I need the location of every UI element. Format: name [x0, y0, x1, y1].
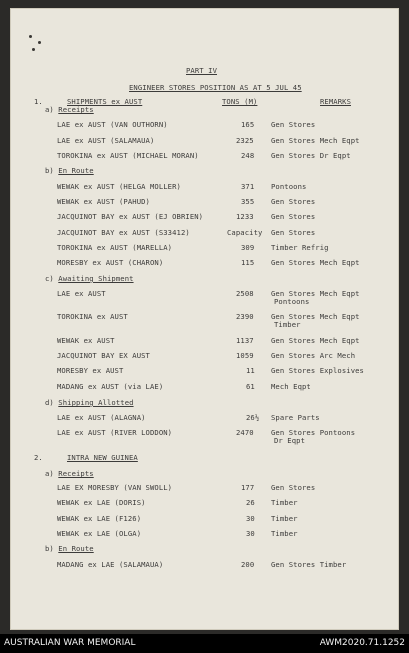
document-title: ENGINEER STORES POSITION AS AT 5 JUL 45 [129, 83, 302, 92]
row-desc: LAE ex AUST [57, 289, 106, 298]
row-remarks: Gen Stores Pontoons [271, 428, 356, 437]
subsection-receipts-2: a) Receipts [45, 469, 94, 478]
row-remarks: Mech Eqpt [271, 382, 311, 391]
row-desc: WEWAK ex AUST [57, 336, 115, 345]
punch-hole [29, 35, 32, 38]
row-tons: 61 [246, 382, 255, 391]
row-tons: 177 [241, 483, 255, 492]
row-remarks-continued: Pontoons [274, 297, 310, 306]
punch-hole [32, 48, 35, 51]
row-tons: 11 [246, 366, 255, 375]
subsection-en-route: b) En Route [45, 166, 94, 175]
row-remarks: Gen Stores Mech Eqpt [271, 289, 360, 298]
row-remarks: Gen Stores Mech Eqpt [271, 312, 360, 321]
row-desc: TOROKINA ex AUST (MICHAEL MORAN) [57, 151, 199, 160]
row-tons: 1137 [236, 336, 254, 345]
row-remarks: Gen Stores [271, 212, 316, 221]
row-desc: WEWAK ex AUST (PAHUD) [57, 197, 150, 206]
row-desc: WEWAK ex LAE (OLGA) [57, 529, 142, 538]
row-tons: 1059 [236, 351, 254, 360]
row-desc: MADANG ex AUST (via LAE) [57, 382, 164, 391]
row-desc: WEWAK ex LAE (DORIS) [57, 498, 146, 507]
row-remarks-continued: Timber [274, 320, 301, 329]
subsection-awaiting-shipment: c) Awaiting Shipment [45, 274, 134, 283]
row-tons: 30 [246, 529, 255, 538]
row-remarks: Gen Stores [271, 483, 316, 492]
column-header-remarks: REMARKS [320, 97, 351, 106]
row-remarks: Timber [271, 514, 298, 523]
row-desc: TOROKINA ex AUST (MARELLA) [57, 243, 173, 252]
row-tons: 248 [241, 151, 255, 160]
row-remarks: Timber Refrig [271, 243, 329, 252]
row-desc: WEWAK ex AUST (HELGA MOLLER) [57, 182, 181, 191]
row-remarks: Gen Stores Timber [271, 560, 347, 569]
row-tons: 2508 [236, 289, 254, 298]
row-remarks: Gen Stores Dr Eqpt [271, 151, 351, 160]
row-desc: TOROKINA ex AUST [57, 312, 128, 321]
section-1-number: 1. [34, 97, 43, 106]
row-tons: 371 [241, 182, 255, 191]
row-tons: 30 [246, 514, 255, 523]
row-desc: LAE ex AUST (RIVER LODDON) [57, 428, 173, 437]
row-tons: 2470 [236, 428, 254, 437]
row-remarks-continued: Dr Eqpt [274, 436, 305, 445]
row-desc: JACQUINOT BAY ex AUST (EJ OBRIEN) [57, 212, 204, 221]
row-tons: 200 [241, 560, 255, 569]
footer-bar [0, 634, 409, 653]
part-heading: PART IV [186, 66, 217, 75]
row-remarks: Gen Stores Explosives [271, 366, 364, 375]
row-tons: 309 [241, 243, 255, 252]
row-tons: 26½ [246, 413, 260, 422]
row-tons: Capacity [227, 228, 263, 237]
row-tons: 355 [241, 197, 255, 206]
row-remarks: Gen Stores Mech Eqpt [271, 136, 360, 145]
row-remarks: Timber [271, 498, 298, 507]
subsection-en-route-2: b) En Route [45, 544, 94, 553]
row-desc: JACQUINOT BAY ex AUST (S33412) [57, 228, 190, 237]
subsection-shipping-allotted: d) Shipping Allotted [45, 398, 134, 407]
row-remarks: Gen Stores Mech Eqpt [271, 258, 360, 267]
row-desc: WEWAK ex LAE (F126) [57, 514, 142, 523]
row-remarks: Timber [271, 529, 298, 538]
row-desc: MADANG ex LAE (SALAMAUA) [57, 560, 164, 569]
row-desc: MORESBY ex AUST [57, 366, 124, 375]
row-remarks: Gen Stores Mech Eqpt [271, 336, 360, 345]
row-remarks: Gen Stores Arc Mech [271, 351, 356, 360]
row-tons: 1233 [236, 212, 254, 221]
row-tons: 2325 [236, 136, 254, 145]
footer-accession-number: AWM2020.71.1252 [319, 638, 405, 648]
section-2-title: INTRA NEW GUINEA [67, 453, 138, 462]
row-tons: 26 [246, 498, 255, 507]
row-tons: 115 [241, 258, 255, 267]
row-desc: LAE ex AUST (VAN OUTHORN) [57, 120, 168, 129]
footer-source: AUSTRALIAN WAR MEMORIAL [4, 638, 136, 648]
row-desc: JACQUINOT BAY EX AUST [57, 351, 150, 360]
row-tons: 2390 [236, 312, 254, 321]
row-remarks: Gen Stores [271, 197, 316, 206]
column-header-tons: TONS (M) [222, 97, 258, 106]
row-remarks: Gen Stores [271, 228, 316, 237]
section-2-number: 2. [34, 453, 43, 462]
row-desc: MORESBY ex AUST (CHARON) [57, 258, 164, 267]
row-desc: LAE EX MORESBY (VAN SWOLL) [57, 483, 173, 492]
row-remarks: Gen Stores [271, 120, 316, 129]
row-desc: LAE ex AUST (ALAGNA) [57, 413, 146, 422]
row-tons: 165 [241, 120, 255, 129]
row-remarks: Pontoons [271, 182, 307, 191]
subsection-receipts: a) Receipts [45, 105, 94, 114]
document-page [10, 8, 399, 630]
section-1-title: SHIPMENTS ex AUST [67, 97, 143, 106]
punch-hole [38, 41, 41, 44]
row-remarks: Spare Parts [271, 413, 320, 422]
row-desc: LAE ex AUST (SALAMAUA) [57, 136, 155, 145]
